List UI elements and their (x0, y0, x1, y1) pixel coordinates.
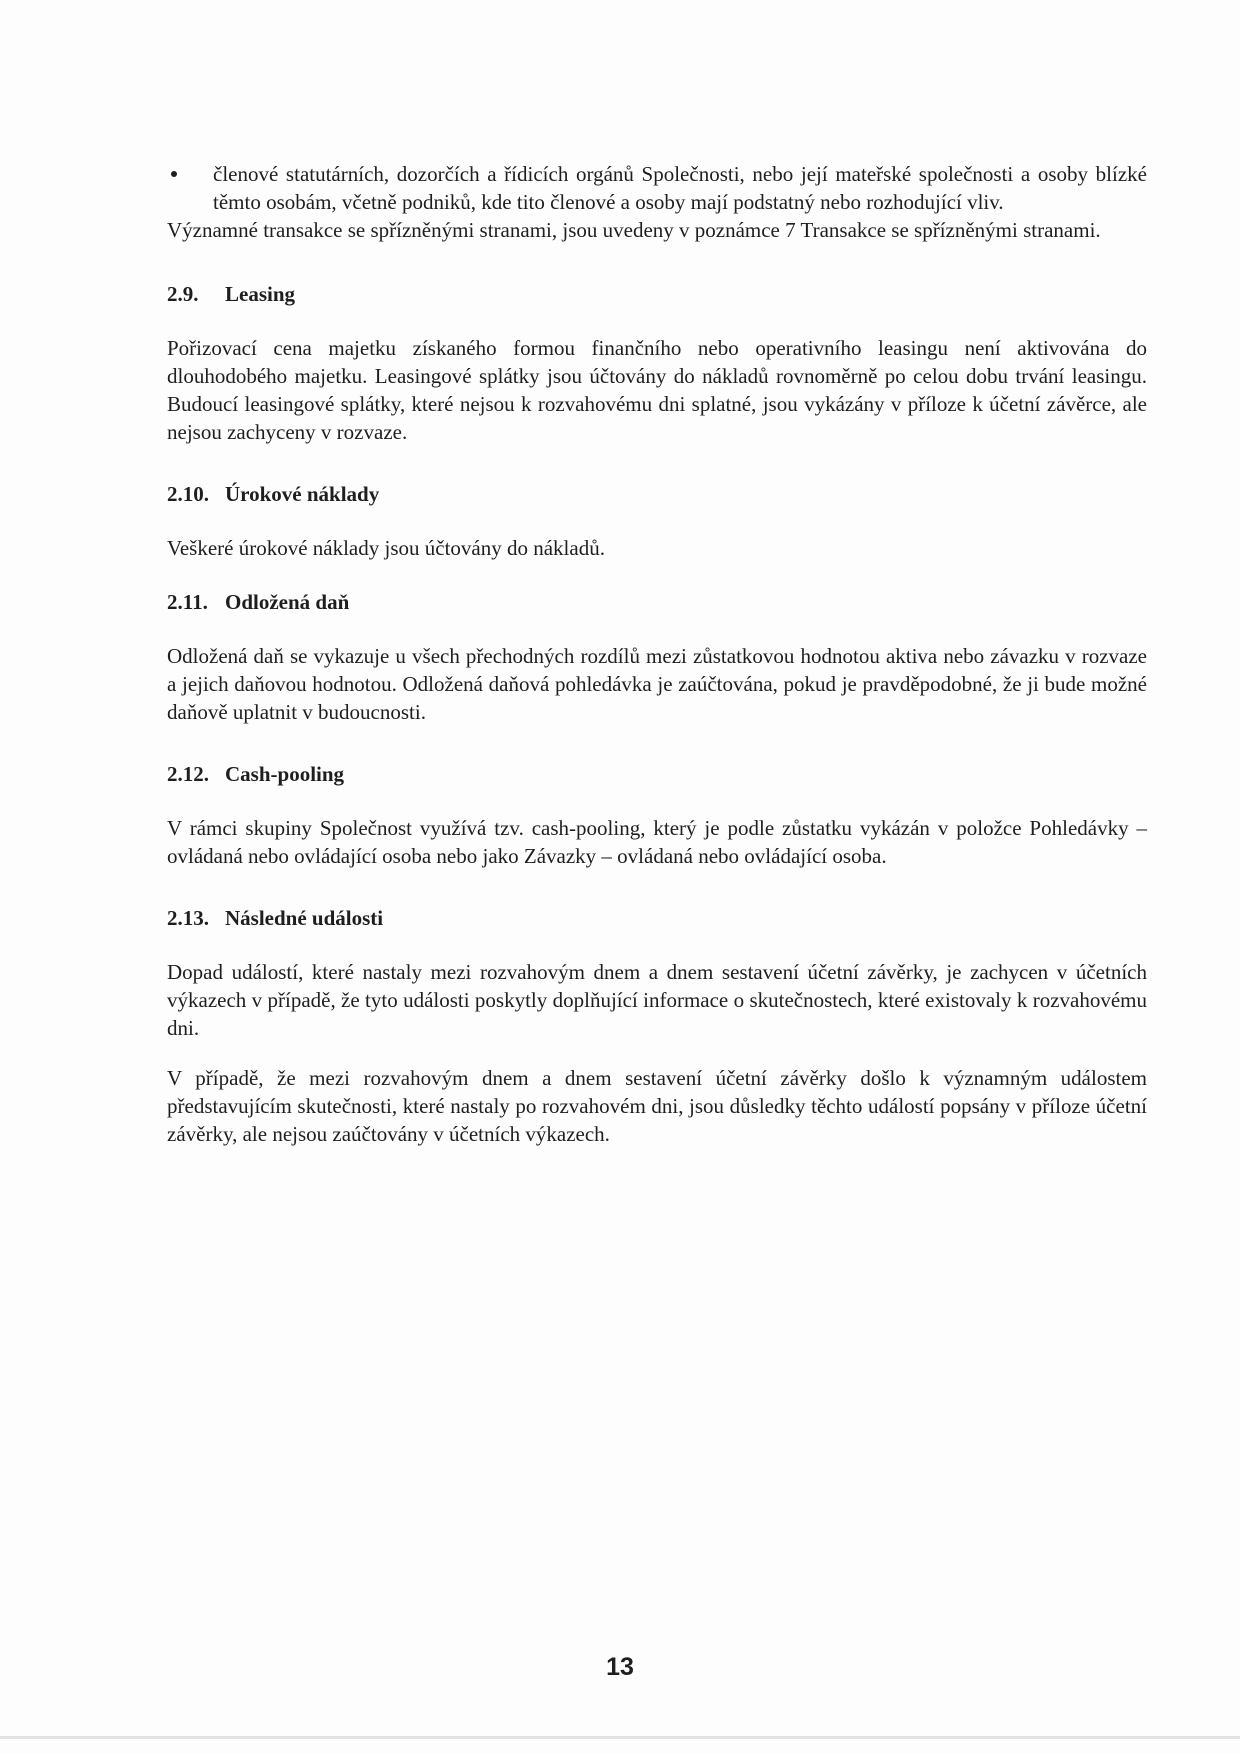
document-body (167, 160, 1147, 1148)
section-heading-leasing (167, 280, 1147, 308)
section-title: Následné události (225, 906, 384, 930)
section-number: 2.9. (167, 282, 199, 306)
section-heading-subsequent-events (167, 904, 1147, 932)
section-paragraph: Pořizovací cena majetku získaného formou finančního nebo operativního leasingu není aktivována do dlouhodobého majetku. Leasingové splátky jsou účtovány do nákladů rovnoměrně po celou dobu trvání leasingu. Budoucí leasingové splátky, které nejsou k rozvahovému dni splatné, jsou vykázány v příloze k účetní závěrce, ale nejsou zachyceny v rozvaze. (167, 336, 1147, 444)
section-title: Cash-pooling (225, 762, 345, 786)
section-title: Odložená daň (225, 590, 350, 614)
page-bottom-edge (0, 1736, 1240, 1739)
section-number: 2.12. (167, 762, 209, 786)
section-number: 2.10. (167, 482, 209, 506)
page-number: 13 (606, 1653, 634, 1681)
section-title: Úrokové náklady (225, 482, 380, 506)
bullet-text: členové statutárních, dozorčích a řídicích orgánů Společnosti, nebo její mateřské společnosti a osoby blízké těmto osobám, včetně podniků, kde tito členové a osoby mají podstatný nebo rozhodující vliv. (213, 162, 1147, 214)
section-paragraph: V případě, že mezi rozvahovým dnem a dnem sestavení účetní závěrky došlo k významným událostem představujícím skutečnosti, které nastaly po rozvahovém dni, jsou důsledky těchto událostí popsány v příloze účetní závěrky, ale nejsou zaúčtovány v účetních výkazech. (167, 1066, 1147, 1146)
section-paragraph: Veškeré úrokové náklady jsou účtovány do nákladů. (167, 536, 605, 560)
section-paragraph: V rámci skupiny Společnost využívá tzv. cash-pooling, který je podle zůstatku vykázán v položce Pohledávky – ovládaná nebo ovládající osoba nebo jako Závazky – ovládaná nebo ovládající osoba. (167, 816, 1147, 868)
bullet-icon (171, 171, 177, 177)
section-paragraph: Odložená daň se vykazuje u všech přechodných rozdílů mezi zůstatkovou hodnotou aktiva nebo závazku v rozvaze a jejich daňovou hodnotou. Odložená daňová pohledávka je zaúčtována, pokud je pravděpodobné, že ji bude možné daňově uplatnit v budoucnosti. (167, 644, 1147, 724)
section-paragraph: Dopad událostí, které nastaly mezi rozvahovým dnem a dnem sestavení účetní závěrky, je zachycen v účetních výkazech v případě, že tyto události poskytly doplňující informace o skutečnostech, které existovaly k rozvahovému dni. (167, 960, 1147, 1040)
section-number: 2.11. (167, 590, 208, 614)
section-heading-interest-costs (167, 480, 1147, 508)
section-title: Leasing (225, 282, 296, 306)
related-parties-note: Významné transakce se spřízněnými stranami, jsou uvedeny v poznámce 7 Transakce se spřízněnými stranami. (167, 218, 1101, 242)
bullet-list-item (167, 160, 1147, 216)
section-heading-cash-pooling (167, 760, 1147, 788)
section-heading-deferred-tax (167, 588, 1147, 616)
section-number: 2.13. (167, 906, 209, 930)
